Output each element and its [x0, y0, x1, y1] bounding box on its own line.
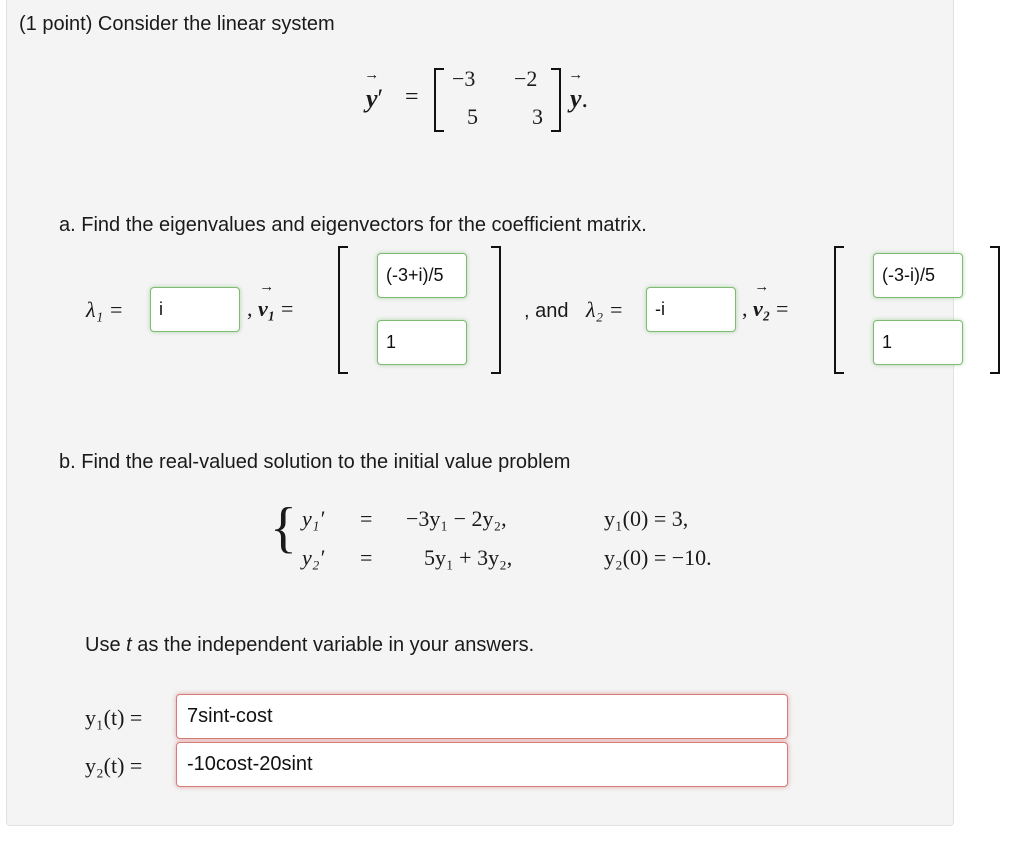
matrix-r1c2: −2: [514, 66, 538, 91]
eq1-rhs: −3y₁ − 2y₂,: [406, 506, 507, 531]
part-a-prompt: a. Find the eigenvalues and eigenvectors for the coefficient matrix.: [59, 214, 647, 236]
system-rhs: [570, 84, 588, 114]
instruction-prefix: Use: [85, 634, 127, 656]
eq1-equals: =: [360, 506, 373, 531]
eq1-lhs: y₁′: [302, 506, 325, 531]
y1-answer-input[interactable]: 7sint-cost: [176, 694, 788, 739]
eq2-initial-condition: y₂(0) = −10.: [604, 545, 712, 570]
eq1-initial-condition: y₁(0) = 3,: [604, 506, 689, 531]
v2-symbol: → v₂: [753, 296, 770, 322]
y1-label: y₁(t) =: [85, 705, 143, 730]
instruction-text: [85, 634, 534, 657]
v2-bottom-input[interactable]: 1: [873, 320, 963, 365]
v1-symbol: → v₁: [258, 296, 275, 322]
y2-answer-input[interactable]: -10cost-20sint: [176, 742, 788, 787]
eq2-equals: =: [360, 545, 373, 570]
system-lhs: [366, 84, 383, 114]
instruction-variable: t: [126, 634, 132, 656]
matrix-left-bracket: [434, 68, 444, 132]
system-equals: =: [405, 84, 419, 110]
and-text: , and: [524, 300, 569, 322]
instruction-suffix: as the independent variable in your answers.: [131, 634, 535, 656]
eq2-rhs: 5y₁ + 3y₂,: [424, 545, 513, 570]
comma: ,: [247, 296, 253, 321]
period: .: [581, 84, 589, 113]
equals: =: [775, 296, 789, 321]
matrix-r1c1: −3: [452, 66, 476, 91]
lambda2-label: λ₂ =: [586, 297, 624, 322]
prime-mark: ′: [377, 84, 384, 113]
lambda2-input[interactable]: -i: [646, 287, 736, 332]
matrix-r2c2: 3: [532, 104, 543, 129]
comma: ,: [742, 296, 748, 321]
part-b-prompt: b. Find the real-valued solution to the initial value problem: [59, 451, 571, 473]
v2-right-bracket: [990, 246, 1000, 374]
vector-y-symbol: → y: [366, 84, 378, 114]
lambda1-label: λ₁ =: [86, 297, 124, 322]
system-brace: {: [270, 497, 297, 559]
equals: =: [280, 296, 294, 321]
eq2-lhs: y₂′: [302, 545, 325, 570]
v2-label: [742, 296, 788, 322]
matrix-right-bracket: [551, 68, 561, 132]
y2-label: y₂(t) =: [85, 753, 143, 778]
v1-left-bracket: [338, 246, 348, 374]
problem-header: (1 point) Consider the linear system: [19, 13, 335, 35]
v1-bottom-input[interactable]: 1: [377, 320, 467, 365]
v2-top-input[interactable]: (-3-i)/5: [873, 253, 963, 298]
v2-left-bracket: [834, 246, 844, 374]
v1-top-input[interactable]: (-3+i)/5: [377, 253, 467, 298]
v1-right-bracket: [491, 246, 501, 374]
vector-y-symbol: → y: [570, 84, 582, 114]
lambda1-input[interactable]: i: [150, 287, 240, 332]
matrix-r2c1: 5: [467, 104, 478, 129]
v1-label: [247, 296, 293, 322]
